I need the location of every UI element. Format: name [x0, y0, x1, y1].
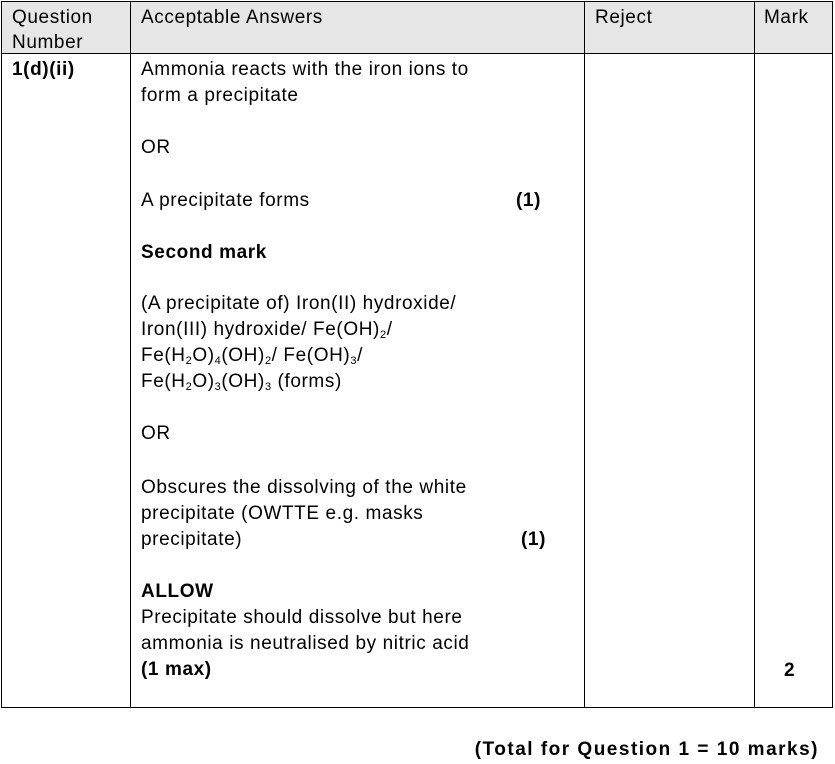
answer-line: $Fe(H_2O)_4(OH)_2/$ $Fe(OH)_3/$: [141, 345, 363, 367]
answer-line: ammonia is neutralised by nitric acid: [141, 633, 470, 654]
answer-line: Ammonia reacts with the iron ions to: [141, 59, 469, 80]
or-separator: OR: [141, 137, 171, 158]
answer-line: A precipitate forms (1): [141, 188, 541, 214]
answer-line: precipitate) (1): [141, 527, 546, 553]
allow-heading: ALLOW: [141, 581, 214, 602]
column-divider: [130, 2, 131, 707]
header-acceptable-answers: Acceptable Answers: [141, 7, 323, 28]
answer-line: $Fe(H_2O)_3(OH)_3$ (forms): [141, 371, 342, 393]
second-mark-heading: Second mark: [141, 242, 267, 263]
answer-line: Obscures the dissolving of the white: [141, 477, 467, 498]
table-header-row: [2, 2, 832, 54]
question-number: 1(d)(ii): [12, 59, 75, 80]
column-divider: [584, 2, 585, 707]
or-separator: OR: [141, 423, 171, 444]
mark-allocation: (1): [520, 529, 546, 550]
answer-line: Precipitate should dissolve but here: [141, 607, 463, 628]
answer-line: (A precipitate of) Iron(II) hydroxide/: [141, 293, 457, 314]
header-mark: Mark: [764, 7, 809, 28]
column-divider: [754, 2, 755, 707]
mark-value: 2: [784, 660, 796, 681]
header-reject: Reject: [595, 7, 653, 28]
header-question-number: Question Number: [12, 7, 93, 53]
answer-line: form a precipitate: [141, 85, 299, 106]
question-total: (Total for Question 1 = 10 marks): [474, 739, 819, 760]
answer-line: precipitate (OWTTE e.g. masks: [141, 503, 424, 524]
answer-line: Iron(III) hydroxide/ $Fe(OH)_2/$: [141, 319, 393, 341]
mark-allocation: (1): [515, 190, 541, 211]
allow-max-mark: (1 max): [141, 659, 212, 680]
acceptable-answers-cell: [141, 57, 546, 683]
